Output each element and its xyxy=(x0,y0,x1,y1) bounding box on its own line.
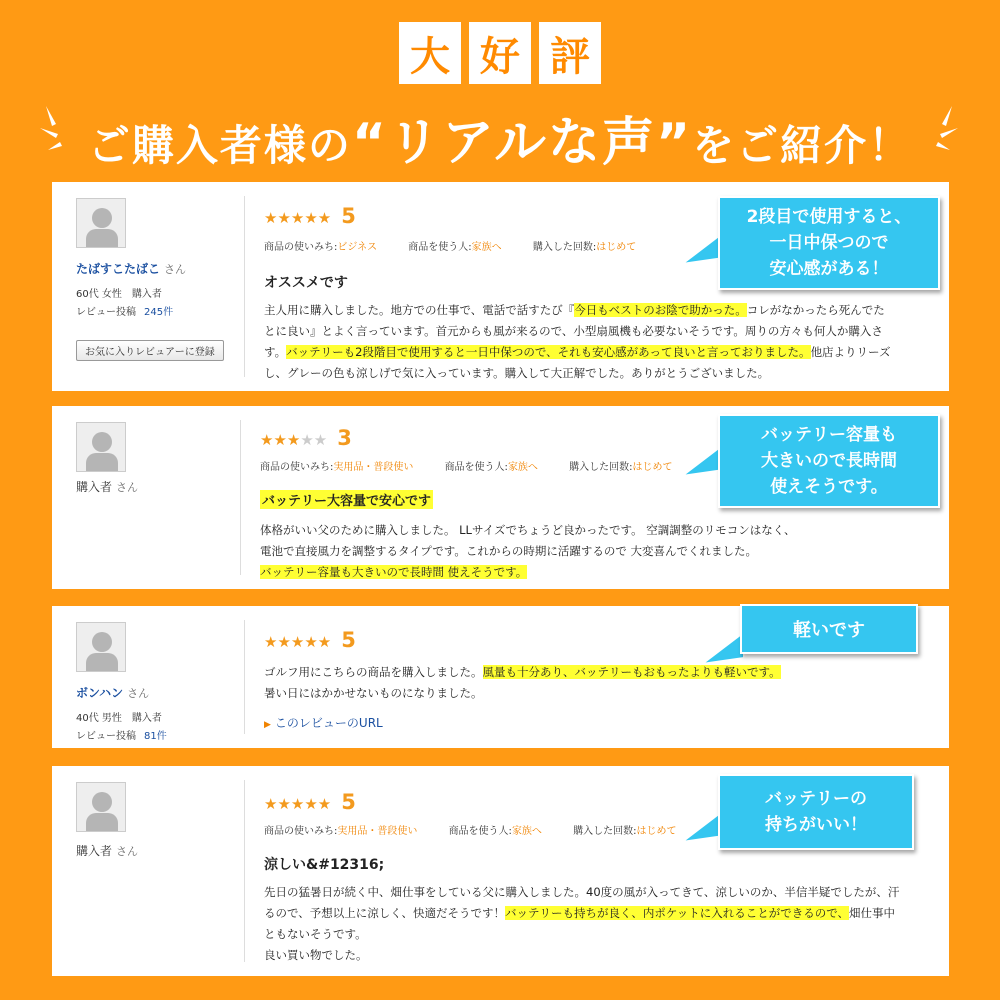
callout-bubble: バッテリーの 持ちがいい！ xyxy=(718,774,914,850)
headline xyxy=(0,100,1000,175)
divider xyxy=(240,420,241,575)
reviewer-name xyxy=(76,842,138,859)
avatar xyxy=(76,198,126,248)
review-line: 先日の猛暑日が続く中、畑仕事をしている父に購入しました。40度の風が入ってきて、涼しいのか、半信半疑でしたが、汗 xyxy=(264,885,900,899)
callout-bubble: 軽いです xyxy=(740,604,918,654)
stars-filled: ★★★★★ xyxy=(264,633,332,651)
reviewer-review-count-row xyxy=(76,304,173,322)
reviewer-name-text: 購入者 xyxy=(76,844,113,858)
star-rating xyxy=(264,204,356,228)
rating-number: 5 xyxy=(341,204,356,228)
reviewer-name-text[interactable]: たばすこたばこ xyxy=(76,262,161,276)
reviewer-name-text[interactable]: ボンハン xyxy=(76,686,124,700)
star-rating xyxy=(264,628,356,652)
review-line: 体格がいい父のために購入しました。 LLサイズでちょうど良かったです。 空調調整のリモコンはなく、 xyxy=(260,523,796,537)
rating-number: 5 xyxy=(341,628,356,652)
badge-char: 大 xyxy=(399,22,461,84)
callout-bubble: バッテリー容量も 大きいので長時間 使えそうです。 xyxy=(718,414,940,508)
use-label: 商品の使いみち: xyxy=(264,242,338,253)
avatar xyxy=(76,422,126,472)
review-count[interactable]: 245件 xyxy=(144,307,174,318)
review-count-label: レビュー投稿 xyxy=(76,731,136,742)
use-value[interactable]: 実用品・普段使い xyxy=(333,462,414,473)
review-line: 良い買い物でした。 xyxy=(264,948,368,962)
review-line: ゴルフ用にこちらの商品を購入しました。風量も十分あり、バッテリーもおもったよりも軽いです。 xyxy=(264,665,781,679)
stars-empty: ★★ xyxy=(300,431,328,449)
who-value[interactable]: 家族へ xyxy=(471,242,502,253)
review-body xyxy=(260,520,796,583)
rating-number: 3 xyxy=(337,426,352,450)
reviewer-name[interactable] xyxy=(76,260,186,277)
review-title: バッテリー大容量で安心です xyxy=(260,490,433,509)
avatar xyxy=(76,622,126,672)
reviewer-name[interactable] xyxy=(76,684,149,701)
callout-bubble: 2段目で使用すると、 一日中保つので 安心感がある！ xyxy=(718,196,940,290)
favorite-reviewer-button[interactable]: お気に入りレビュアーに登録 xyxy=(76,340,224,361)
review-meta xyxy=(264,238,636,253)
review-line: 暑い日にはかかせないものになりました。 xyxy=(264,686,483,700)
star-rating xyxy=(264,790,356,814)
rating-number: 5 xyxy=(341,790,356,814)
review-url-link[interactable]: ▶ このレビューのURL xyxy=(264,716,383,730)
headline-emphasis: “リアルな声” xyxy=(351,113,693,173)
review-line: 電池で直接風力を調整するタイプです。これからの時期に活躍するので 大変喜んでくれました。 xyxy=(260,544,758,558)
honorific: さん xyxy=(127,687,150,700)
divider xyxy=(244,196,245,377)
who-value[interactable]: 家族へ xyxy=(507,462,538,473)
stars-filled: ★★★★★ xyxy=(264,795,332,813)
avatar xyxy=(76,782,126,832)
review-count[interactable]: 81件 xyxy=(144,731,167,742)
review-body xyxy=(264,300,891,384)
review-body xyxy=(264,882,899,966)
review-line: す。バッテリーも2段階目で使用すると一日中保つので、それも安心感があって良いと言っておりました。他店よりリーズ xyxy=(264,345,891,359)
who-label: 商品を使う人: xyxy=(408,242,472,253)
reviewer-demographic: 40代 男性 購入者 xyxy=(76,713,162,724)
times-value[interactable]: はじめて xyxy=(596,242,637,253)
review-body xyxy=(264,662,781,704)
review-line: ともないそうです。 xyxy=(264,927,367,941)
who-value[interactable]: 家族へ xyxy=(511,826,542,837)
review-line: し、グレーの色も涼しげで気に入っています。購入して大正解でした。ありがとうございました。 xyxy=(264,366,770,380)
badge-row xyxy=(0,22,1000,84)
highlight-text: バッテリーも2段階目で使用すると一日中保つので、それも安心感があって良いと言っておりました。 xyxy=(286,345,811,359)
honorific: さん xyxy=(116,481,139,494)
star-rating xyxy=(260,426,352,450)
stars-filled: ★★★ xyxy=(260,431,301,449)
reviewer-meta xyxy=(76,710,167,746)
highlight-text: バッテリーも持ちが良く、内ポケットに入れることができるので、 xyxy=(505,906,850,920)
divider xyxy=(244,780,245,962)
highlight-text: バッテリー容量も大きいので長時間 使えそうです。 xyxy=(260,565,528,579)
times-value[interactable]: はじめて xyxy=(636,826,677,837)
review-count-label: レビュー投稿 xyxy=(76,307,136,318)
reviewer-meta xyxy=(76,286,173,322)
highlight-text: 今日もベストのお陰で助かった。 xyxy=(574,303,747,317)
badge-char: 好 xyxy=(469,22,531,84)
review-line: とに良い』とよく言っています。首元からも風が来るので、小型扇風機も必要ないそうです。周りの方々も何人か購入さ xyxy=(264,324,883,338)
divider xyxy=(244,620,245,734)
headline-pre: ご購入者様の xyxy=(87,121,352,170)
review-title: 涼しい&#12316; xyxy=(264,857,385,873)
use-value[interactable]: ビジネス xyxy=(337,242,378,253)
highlight-text: 風量も十分あり、バッテリーもおもったよりも軽いです。 xyxy=(482,665,781,679)
review-meta: 商品の使いみち:実用品・普段使い 商品を使う人:家族へ 購入した回数:はじめて xyxy=(264,826,677,837)
sparkle-right-icon xyxy=(918,104,958,152)
reviewer-name-text: 購入者 xyxy=(76,480,113,494)
stars-filled: ★★★★★ xyxy=(264,209,332,227)
review-title: オススメです xyxy=(264,275,348,291)
reviewer-demographic: 60代 女性 購入者 xyxy=(76,289,162,300)
reviewer-name xyxy=(76,478,138,495)
review-line: るので、予想以上に涼しく、快適だそうです！バッテリーも持ちが良く、内ポケットに入れることができるので、畑仕事中 xyxy=(264,906,896,920)
headline-post: をご紹介！ xyxy=(692,121,913,170)
times-label: 購入した回数: xyxy=(532,242,597,253)
honorific: さん xyxy=(116,845,139,858)
review-line: 主人用に購入しました。地方での仕事で、電話で話すたび『今日もベストのお陰で助かった。コレがなかったら死んでた xyxy=(264,303,885,317)
badge-char: 評 xyxy=(539,22,601,84)
times-value[interactable]: はじめて xyxy=(632,462,673,473)
review-meta: 商品の使いみち:実用品・普段使い 商品を使う人:家族へ 購入した回数:はじめて xyxy=(260,462,673,473)
review-line xyxy=(260,562,796,583)
use-value[interactable]: 実用品・普段使い xyxy=(337,826,418,837)
honorific: さん xyxy=(164,263,187,276)
caret-right-icon: ▶ xyxy=(264,720,271,730)
